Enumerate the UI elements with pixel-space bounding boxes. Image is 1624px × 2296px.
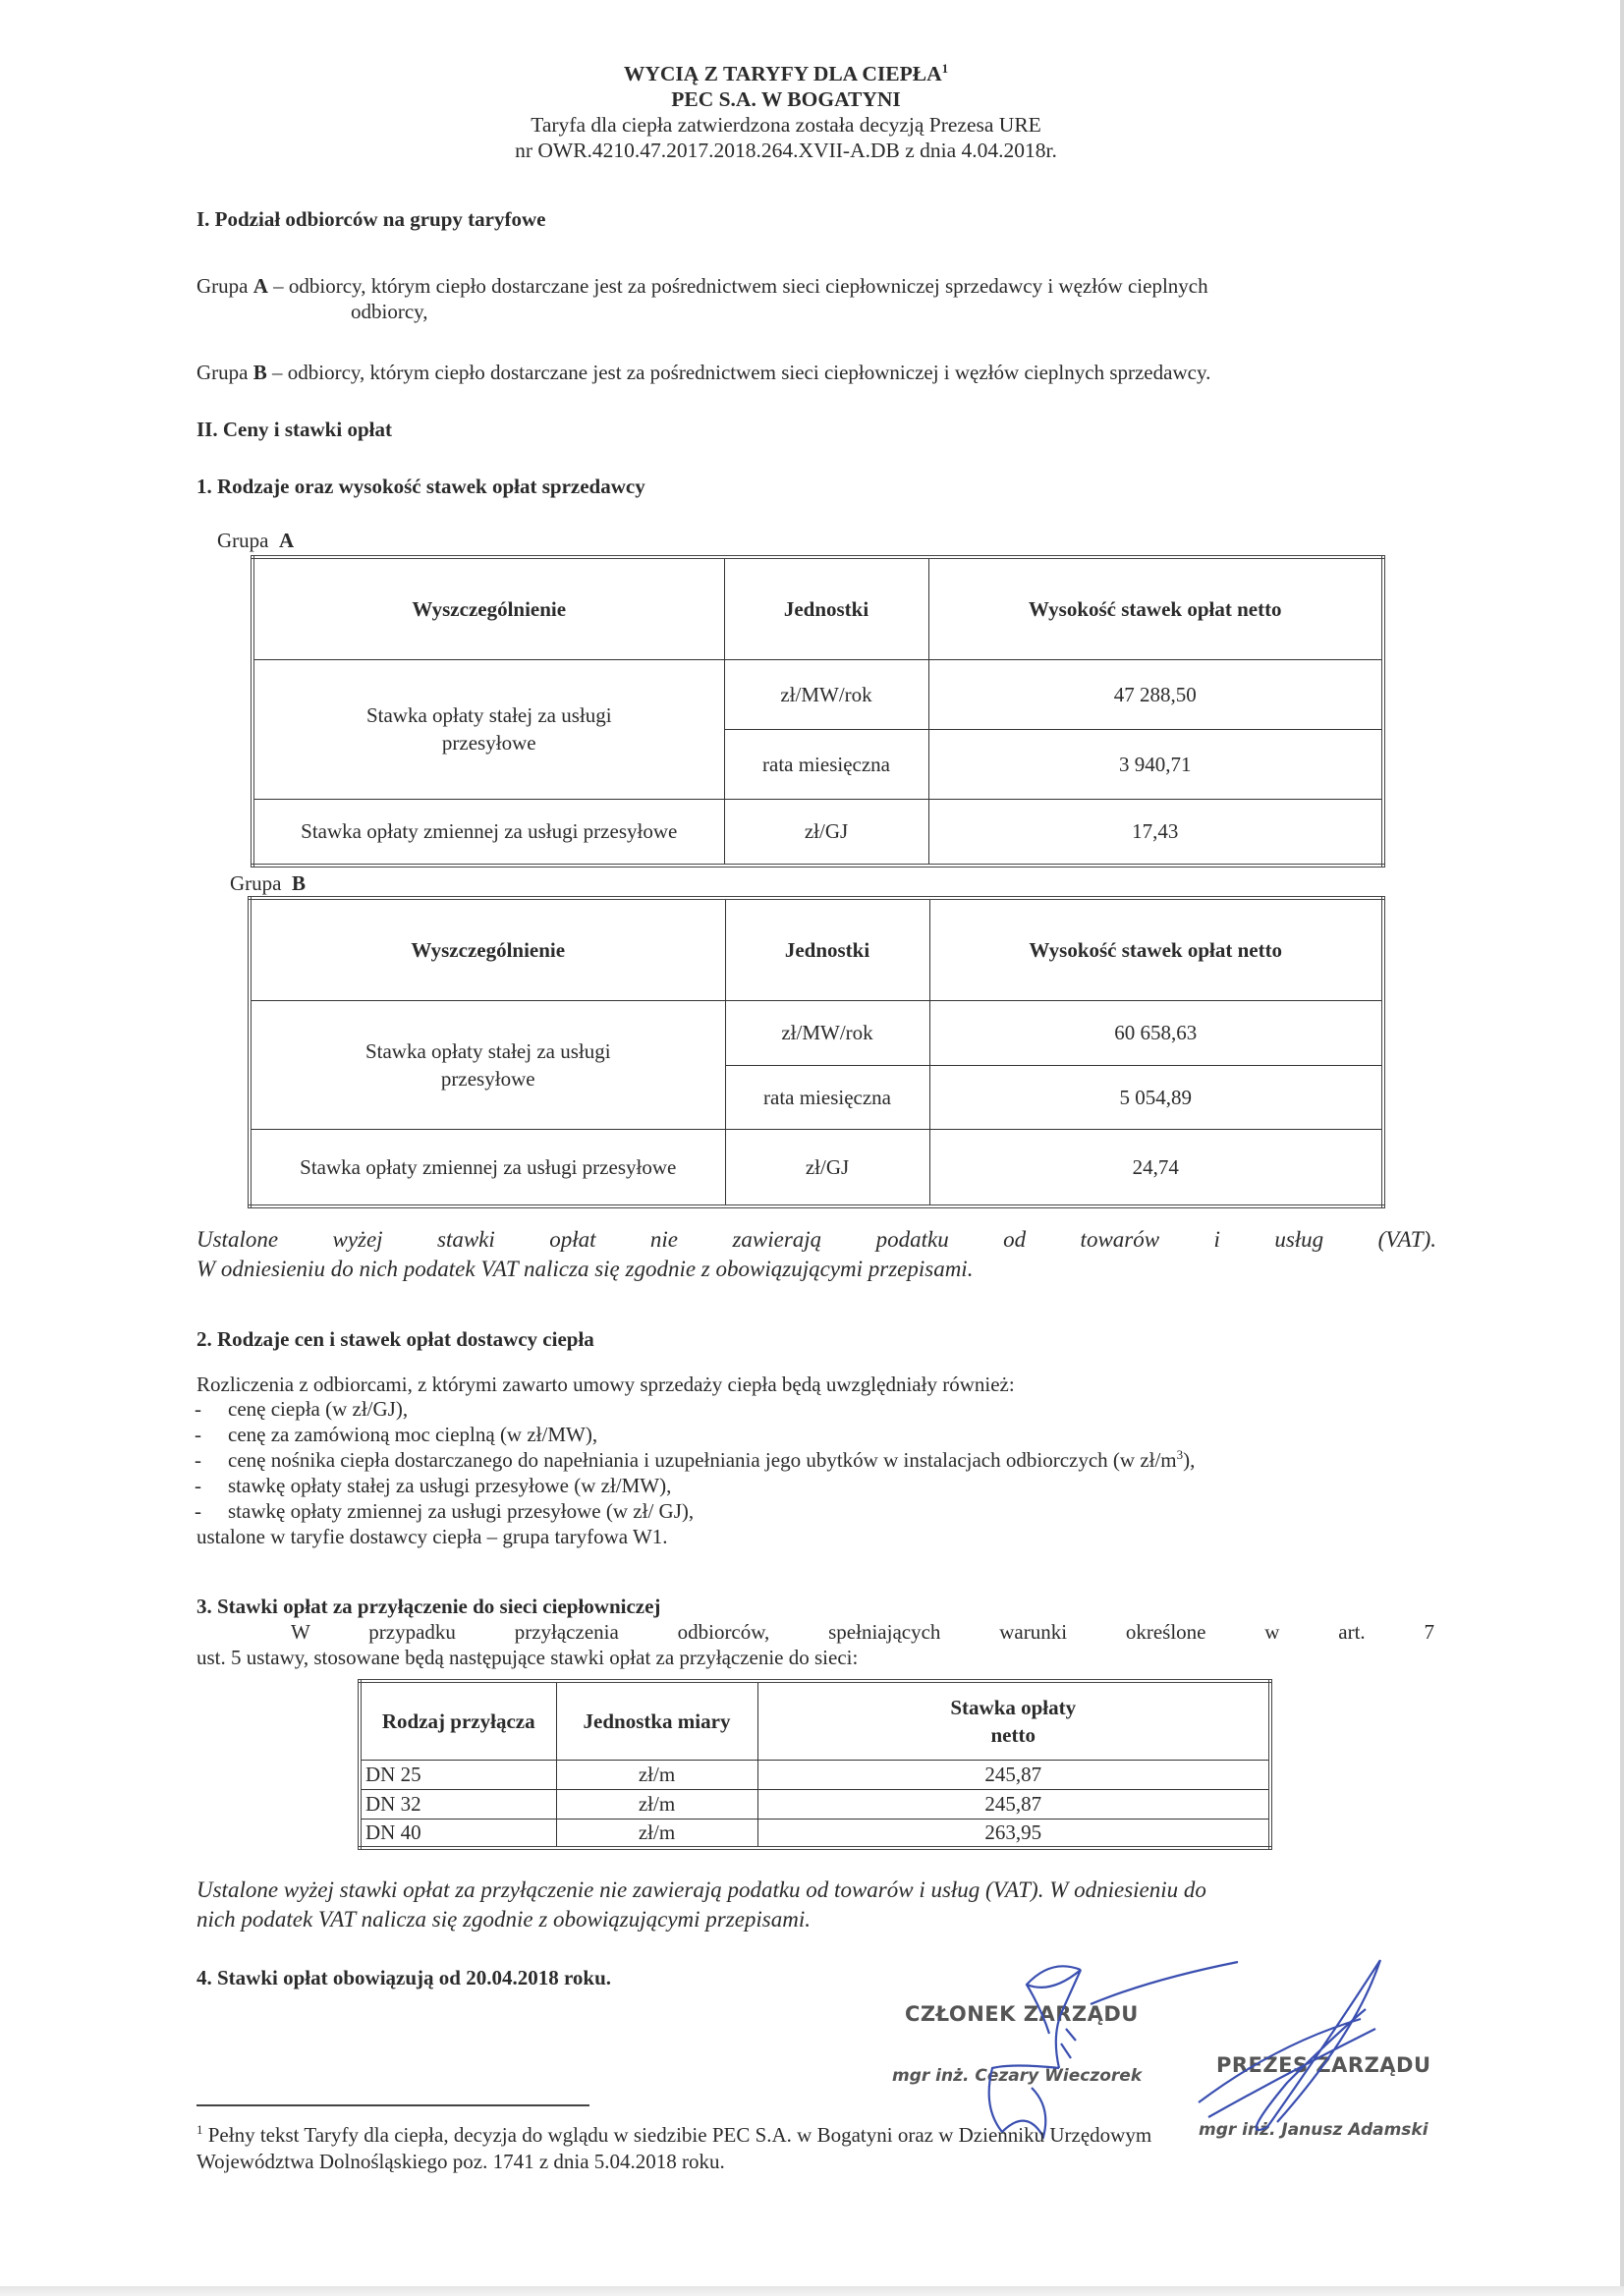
label-letter: A [278, 529, 295, 552]
table-row [250, 1001, 1383, 1065]
section-2-heading: II. Ceny i stawki opłat [196, 418, 392, 441]
label-prefix: Grupa [217, 529, 269, 552]
list-item: stawkę opłaty zmiennej za usługi przesyłowe (w zł/ GJ), [228, 1499, 695, 1523]
group-letter: A [252, 274, 268, 298]
stamp-president-name: mgr inż. Janusz Adamski [1199, 2120, 1428, 2140]
unit-cell: zł/GJ [724, 799, 928, 866]
group-a-rates-table [251, 555, 1385, 868]
col-header-units: Jednostki [725, 898, 929, 1001]
rate-cell: 263,95 [757, 1819, 1270, 1848]
label-line: Stawka opłaty stałej za usługi [364, 1039, 611, 1064]
footnote-marker: 1 [941, 60, 949, 76]
unit-cell: zł/MW/rok [725, 1001, 929, 1065]
subsection-2-outro: ustalone w taryfie dostawcy ciepła – grupa taryfowa W1. [196, 1525, 668, 1548]
page-edge [1620, 0, 1624, 2296]
group-b-definition [196, 360, 1210, 385]
group-label: Grupa [196, 274, 253, 298]
title-text: WYCIĄ Z TARYFY DLA CIEPŁA [623, 62, 942, 85]
col-header-net-fee [757, 1681, 1270, 1760]
col-header-measure-unit: Jednostka miary [556, 1681, 757, 1760]
subsection-3-heading: 3. Stawki opłat za przyłączenie do sieci ciepłowniczej [196, 1595, 661, 1618]
label-line: przesyłowe [441, 731, 536, 755]
variable-fee-label: Stawka opłaty zmiennej za usługi przesyłowe [250, 1129, 725, 1206]
fixed-fee-label [252, 659, 724, 799]
table-row [360, 1760, 1270, 1789]
group-a-definition-cont: odbiorcy, [351, 300, 428, 323]
label-letter: B [291, 871, 306, 895]
connection-vat-note-line1: Ustalone wyżej stawki opłat za przyłączenie nie zawierają podatku od towarów i usług (VAT). W odniesieniu do [196, 1877, 1206, 1902]
bullet-marker: - [195, 1448, 201, 1472]
list-item: cenę za zamówioną moc cieplną (w zł/MW), [228, 1423, 598, 1446]
page-edge [0, 2286, 1624, 2296]
unit-cell: rata miesięczna [725, 1065, 929, 1129]
stamp-president-title: PREZES ZARZĄDU [1216, 2053, 1431, 2077]
group-b-table-label [230, 870, 306, 896]
group-letter: B [252, 361, 267, 384]
connection-vat-note-line2: nich podatek VAT nalicza się zgodnie z obowiązującymi przepisami. [196, 1907, 811, 1932]
value-cell: 60 658,63 [929, 1001, 1383, 1065]
superscript: 3 [1176, 1447, 1184, 1462]
footnote-line2: Województwa Dolnośląskiego poz. 1741 z dnia 5.04.2018 roku. [196, 2150, 725, 2173]
header-line: netto [990, 1722, 1036, 1747]
table-row [360, 1789, 1270, 1819]
subsection-1-heading: 1. Rodzaje oraz wysokość stawek opłat sprzedawcy [196, 475, 645, 498]
variable-fee-label: Stawka opłaty zmiennej za usługi przesyłowe [252, 799, 724, 866]
label-line: przesyłowe [440, 1067, 535, 1092]
col-header-net-rate: Wysokość stawek opłat netto [928, 557, 1383, 659]
unit-cell: zł/MW/rok [724, 659, 928, 729]
unit-cell: zł/m [556, 1819, 757, 1848]
value-cell: 24,74 [929, 1129, 1383, 1206]
list-item: stawkę opłaty stałej za usługi przesyłowe (w zł/MW), [228, 1474, 672, 1497]
decision-line: nr OWR.4210.47.2017.2018.264.XVII-A.DB z dnia 4.04.2018r. [515, 139, 1057, 162]
connection-type-cell: DN 25 [360, 1760, 556, 1789]
col-header-specification: Wyszczególnienie [252, 557, 724, 659]
subsection-2-heading: 2. Rodzaje cen i stawek opłat dostawcy ciepła [196, 1327, 594, 1351]
value-cell: 17,43 [928, 799, 1383, 866]
footnote-line1 [196, 2122, 1151, 2148]
col-header-net-rate: Wysokość stawek opłat netto [929, 898, 1383, 1001]
col-header-units: Jednostki [724, 557, 928, 659]
group-text: – odbiorcy, którym ciepło dostarczane jest za pośrednictwem sieci ciepłowniczej sprzedawcy i węzłów cieplnych [267, 274, 1208, 298]
rate-cell: 245,87 [757, 1789, 1270, 1819]
group-text: – odbiorcy, którym ciepło dostarczane jest za pośrednictwem sieci ciepłowniczej i węzłów cieplnych sprzedawcy. [266, 361, 1211, 384]
subsection-3-paragraph-line2: ust. 5 ustawy, stosowane będą następujące stawki opłat za przyłączenie do sieci: [196, 1646, 859, 1669]
connection-type-cell: DN 32 [360, 1789, 556, 1819]
unit-cell: rata miesięczna [724, 729, 928, 799]
company-name: PEC S.A. W BOGATYNI [671, 87, 901, 111]
unit-cell: zł/GJ [725, 1129, 929, 1206]
footnote-divider [196, 2104, 589, 2106]
footnote-marker: 1 [196, 2122, 203, 2137]
table-row [252, 659, 1383, 729]
vat-note-line1: Ustalone wyżej stawki opłat nie zawierają podatku od towarów i usług (VAT). [196, 1227, 1436, 1252]
connection-type-cell: DN 40 [360, 1819, 556, 1848]
list-item: cenę ciepła (w zł/GJ), [228, 1397, 409, 1421]
list-item-tail: ), [1183, 1448, 1196, 1472]
value-cell: 5 054,89 [929, 1065, 1383, 1129]
col-header-connection-type: Rodzaj przyłącza [360, 1681, 556, 1760]
approval-line: Taryfa dla ciepła zatwierdzona została decyzją Prezesa URE [531, 113, 1041, 137]
value-cell: 47 288,50 [928, 659, 1383, 729]
bullet-marker: - [195, 1397, 201, 1421]
unit-cell: zł/m [556, 1760, 757, 1789]
signature-president-icon [1169, 1955, 1405, 2152]
rate-cell: 245,87 [757, 1760, 1270, 1789]
unit-cell: zł/m [556, 1789, 757, 1819]
footnote-text: Pełny tekst Taryfy dla ciepła, decyzja do wglądu w siedzibie PEC S.A. w Bogatyni oraz w Dzienniku Urzędowym [202, 2123, 1152, 2147]
value-cell: 3 940,71 [928, 729, 1383, 799]
subsection-3-paragraph-line1: W przypadku przyłączenia odbiorców, spełniających warunki określone w art. 7 [291, 1620, 1434, 1644]
label-line: Stawka opłaty stałej za usługi [365, 703, 612, 727]
bullet-marker: - [195, 1499, 201, 1523]
bullet-marker: - [195, 1474, 201, 1497]
connection-rates-table [358, 1679, 1272, 1850]
group-label: Grupa [196, 361, 253, 384]
header-line: Stawka opłaty [950, 1695, 1077, 1719]
subsection-4-heading: 4. Stawki opłat obowiązują od 20.04.2018 roku. [196, 1966, 612, 1989]
vat-note-line2: W odniesieniu do nich podatek VAT nalicza się zgodnie z obowiązującymi przepisami. [196, 1257, 974, 1281]
group-a-table-label [217, 528, 294, 553]
list-item [228, 1447, 1195, 1473]
table-row [360, 1819, 1270, 1848]
stamp-board-member-name: mgr inż. Cezary Wieczorek [892, 2066, 1143, 2086]
list-item-text: cenę nośnika ciepła dostarczanego do napełniania i uzupełniania jego ubytków w instalacjach odbiorczych (w zł/m [228, 1448, 1177, 1472]
group-a-definition [196, 273, 1208, 299]
group-b-rates-table [248, 896, 1385, 1208]
section-1-heading: I. Podział odbiorców na grupy taryfowe [196, 207, 546, 231]
document-title [295, 62, 1277, 86]
fixed-fee-label [250, 1001, 725, 1130]
table-row [252, 799, 1383, 866]
table-row [250, 1129, 1383, 1206]
stamp-board-member-title: CZŁONEK ZARZĄDU [905, 2002, 1139, 2026]
subsection-2-intro: Rozliczenia z odbiorcami, z którymi zawarto umowy sprzedaży ciepła będą uwzględniały również: [196, 1372, 1015, 1396]
bullet-marker: - [195, 1423, 201, 1446]
col-header-specification: Wyszczególnienie [250, 898, 725, 1001]
label-prefix: Grupa [230, 871, 282, 895]
